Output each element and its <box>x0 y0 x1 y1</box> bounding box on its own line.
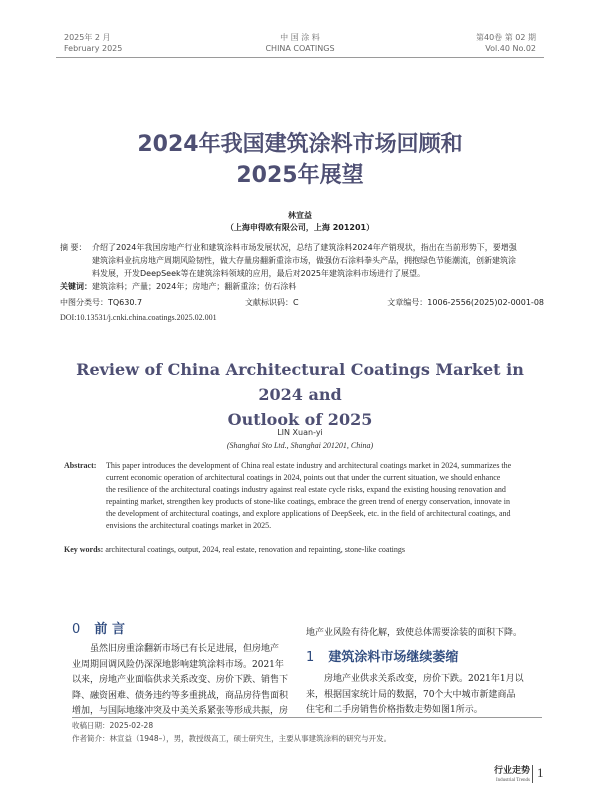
header-date-en: February 2025 <box>64 44 123 53</box>
keywords-cn-text: 建筑涂料；产量；2024年；房地产；翻新重涂；仿石涂料 <box>92 282 297 291</box>
header-journal <box>200 32 400 54</box>
header-rule <box>56 57 544 58</box>
document-code: 文献标识码：C <box>245 298 299 307</box>
footer-divider <box>532 765 533 783</box>
abstract-en-line: envisions the architectural coatings market in 2025. <box>106 521 272 530</box>
page-number: 1 <box>537 765 544 780</box>
title-en-line-2: Outlook of 2025 <box>227 410 373 429</box>
header-volume-en: Vol.40 No.02 <box>485 44 536 53</box>
section-0-number: 0 <box>72 622 81 637</box>
header-date-cn: 2025年 2 月 <box>64 33 111 42</box>
body-line: 来，根据国家统计局的数据，70个大中城市新建商品 <box>306 689 516 700</box>
abstract-cn-line: 料发展，开发DeepSeek等在建筑涂料领域的应用，最后对2025年建筑涂料市场进行了展望。 <box>92 269 425 278</box>
footer-section-cn: 行业走势 <box>493 766 530 776</box>
body-line: 降、融资困难、债务违约等多重挑战，商品房待售面积 <box>72 690 289 701</box>
footnote-rule <box>72 717 542 718</box>
abstract-en-line: current economic operation of architectural coatings in 2024, points out that under the current situation, we should enhance <box>106 473 501 482</box>
abstract-en-line: repainting market, strengthen key products of stone-like coatings, embrace the green trend of energy conservation, innovate in <box>106 497 510 506</box>
section-1-heading <box>306 649 458 667</box>
title-cn-line-1: 2024年我国建筑涂料市场回顾和 <box>137 132 463 157</box>
keywords-cn-label: 关键词： <box>60 282 92 291</box>
affiliation-cn: （上海申得欧有限公司，上海 201201） <box>225 223 375 232</box>
body-line: 增加，与国际地缘冲突及中美关系紧张等形成共振，房 <box>72 706 289 717</box>
title-cn-line-2: 2025年展望 <box>236 163 364 188</box>
author-en: LIN Xuan-yi <box>277 428 323 437</box>
section-0-heading <box>72 621 125 639</box>
body-line: 虽然旧房重涂翻新市场已有长足进展，但房地产 <box>90 644 280 654</box>
keywords-en-text: architectural coatings, output, 2024, real estate, renovation and repainting, stone-like coatings <box>105 545 406 554</box>
body-line: 业周期回调风险仍深深地影响建筑涂料市场。2021年 <box>72 659 284 670</box>
abstract-en-line: the development of architectural coatings, and explore applications of DeepSeek, etc. in the field of architectural coatings, and <box>106 509 511 518</box>
abstract-en-label: Abstract: <box>64 461 97 470</box>
keywords-en-label: Key words: <box>64 545 104 554</box>
title-en <box>56 357 544 432</box>
keywords-en <box>64 544 405 556</box>
abstract-cn <box>92 241 548 280</box>
received-date: 收稿日期：2025-02-28 <box>72 721 154 730</box>
section-0-title: 前 言 <box>94 622 125 637</box>
abstract-en-line: the resilience of the architectural coatings industry against real estate cycle risks, expand the existing housing renovation and <box>106 485 506 494</box>
abstract-en <box>106 460 546 532</box>
affiliation-en: (Shanghai Sto Ltd., Shanghai 201201, China) <box>226 441 374 450</box>
page-footer-section <box>494 766 530 784</box>
abstract-cn-line: 建筑涂料业抗房地产周期风险韧性，做大存量房翻新重涂市场，做强仿石涂料拳头产品，拥抱绿色节能潮流，创新建筑涂 <box>92 256 516 265</box>
abstract-cn-label: 摘 要： <box>60 243 87 252</box>
footer-section-en: Industrial Trends <box>495 778 530 783</box>
header-date <box>64 32 122 54</box>
keywords-cn <box>60 280 296 293</box>
clc-number: 中图分类号：TQ630.7 <box>60 298 143 307</box>
author-bio: 作者简介：林宣益（1948–），男，教授级高工，硕士研究生，主要从事建筑涂料的研究与开发。 <box>72 734 392 743</box>
title-cn <box>56 129 544 191</box>
section-0-body <box>72 642 298 720</box>
right-col-continuation: 地产业风险有待化解，致使总体需要涂装的面积下降。 <box>306 628 523 638</box>
header-volume-cn: 第40卷 第 02 期 <box>476 33 536 42</box>
abstract-en-line: This paper introduces the development of China real estate industry and architectural coatings market in 2024, summarizes the <box>106 461 512 470</box>
section-1-number: 1 <box>306 650 315 665</box>
title-en-line-1: Review of China Architectural Coatings Market in 2024 and <box>76 360 524 404</box>
body-line: 住宅和二手房销售价格指数走势如图1所示。 <box>306 705 483 716</box>
body-line: 以来，房地产业面临供求关系改变、房价下跌、销售下 <box>72 675 289 686</box>
doi: DOI:10.13531/j.cnki.china.coatings.2025.02.001 <box>60 313 217 322</box>
section-1-body <box>306 672 542 719</box>
article-number: 文章编号：1006-2556(2025)02-0001-08 <box>387 298 544 307</box>
abstract-cn-line: 介绍了2024年我国房地产行业和建筑涂料市场发展状况，总结了建筑涂料2024年产销现状，指出在当前形势下，要增强 <box>92 243 517 252</box>
body-line: 房地产业供求关系改变，房价下跌。2021年1月以 <box>324 674 524 684</box>
header-journal-en: CHINA COATINGS <box>265 44 335 53</box>
section-1-title: 建筑涂料市场继续萎缩 <box>328 650 459 665</box>
header-volume <box>476 32 536 54</box>
header-journal-cn: 中 国 涂 料 <box>280 33 320 42</box>
author-cn: 林宣益 <box>288 211 312 220</box>
